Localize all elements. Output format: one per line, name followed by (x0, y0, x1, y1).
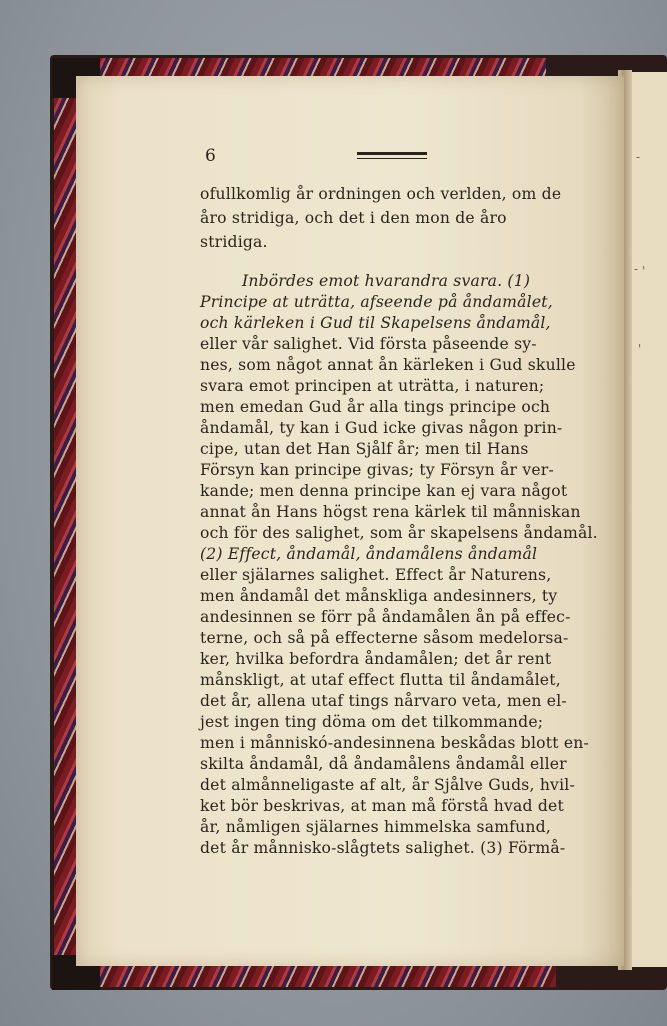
text-line: eller själarnes salighet. Effect år Naturens, (200, 566, 552, 584)
text-line: men åndamål det månskliga andesinners, ty (200, 587, 558, 605)
text-line: ker, hvilka befordra åndamålen; det år rent (200, 650, 552, 668)
text-line: eller vår salighet. Vid första påseende sy- (200, 335, 537, 353)
text-line: jest ingen ting döma om det tilkommande; (200, 713, 544, 731)
text-line: Försyn kan principe givas; ty Försyn år ver- (200, 461, 554, 479)
text-line: åro stridiga, och det i den mon de åro (200, 209, 507, 227)
text-line: det år månnisko-slågtets salighet. (3) Förmå- (200, 839, 566, 857)
page-number: 6 (205, 146, 216, 166)
facing-page-mark: ' (642, 264, 646, 278)
text-line: det år, allena utaf tings nårvaro veta, men el- (200, 692, 567, 710)
text-line: år, nåmligen själarnes himmelska samfund, (200, 818, 551, 836)
text-line: ofullkomlig år ordningen och verlden, om de (200, 185, 562, 203)
text-line: annat ån Hans högst rena kärlek til månniskan (200, 503, 581, 521)
marbled-board-left (54, 95, 76, 965)
marbled-board-bottom (96, 965, 556, 987)
text-line: kande; men denna principe kan ej vara något (200, 482, 568, 500)
text-line: Inbördes emot hvarandra svara. (1) (242, 272, 531, 290)
header-rule (357, 152, 427, 155)
facing-page-edge (628, 72, 667, 967)
text-line: åndamål, ty kan i Gud icke givas någon prin- (200, 419, 563, 437)
text-line: terne, och så på effecterne såsom medelorsa- (200, 629, 569, 647)
text-line: cipe, utan det Han Sjålf år; men til Hans (200, 440, 529, 458)
text-line: men emedan Gud år alla tings principe och (200, 398, 551, 416)
marbled-board-top (96, 58, 546, 78)
text-line: stridiga. (200, 233, 268, 251)
text-line: det almånneligaste af alt, år Sjålve Guds, hvil- (200, 776, 575, 794)
facing-page-mark: ' (638, 342, 642, 356)
text-line: andesinnen se förr på åndamålen ån på effec- (200, 608, 571, 626)
text-line: svara emot principen at uträtta, i naturen; (200, 377, 545, 395)
text-line: men i månniskó-andesinnena beskådas blott en- (200, 734, 589, 752)
facing-page-mark: - (636, 150, 641, 164)
text-line: (2) Effect, åndamål, åndamålens åndamål (200, 545, 538, 563)
text-line: ket bör beskrivas, at man må förstå hvad det (200, 797, 564, 815)
text-line: Principe at uträtta, afseende på åndamålet, (200, 293, 553, 311)
facing-page-mark: - (634, 262, 639, 276)
text-line: månskligt, at utaf effect flutta til åndamålet, (200, 671, 561, 689)
text-line: och kärleken i Gud til Skapelsens åndamål, (200, 314, 551, 332)
text-line: och för des salighet, som år skapelsens åndamål. (200, 524, 598, 542)
text-line: skilta åndamål, då åndamålens åndamål eller (200, 755, 567, 773)
text-line: nes, som något annat ån kärleken i Gud skulle (200, 356, 576, 374)
